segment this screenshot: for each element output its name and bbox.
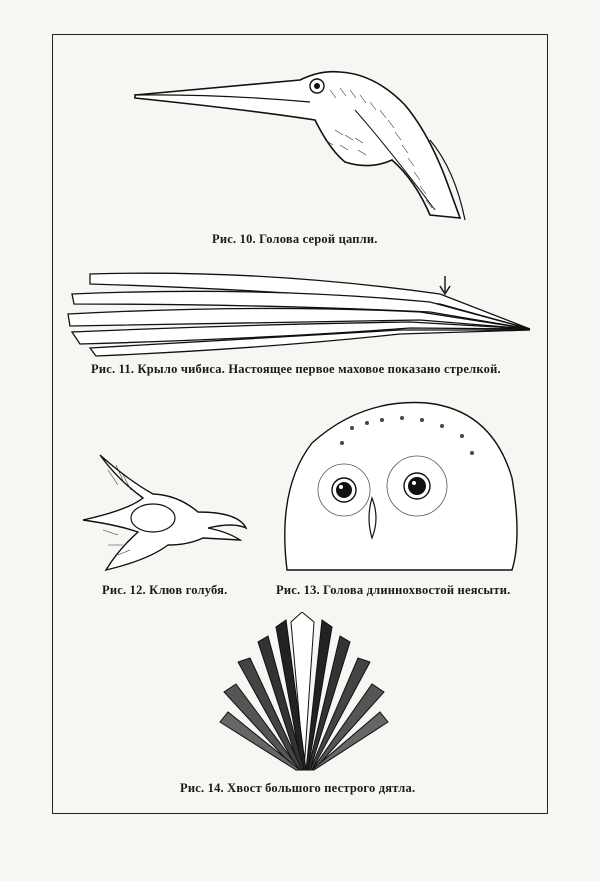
caption-fig11: Рис. 11. Крыло чибиса. Настоящее первое маховое показано стрелкой. [91,362,501,376]
woodpecker-tail-illustration [216,612,392,772]
heron-head-illustration [130,50,480,225]
caption-fig14: Рис. 14. Хвост большого пестрого дятла. [180,781,416,795]
lapwing-wing-illustration [60,264,542,359]
pigeon-beak-illustration [78,450,248,575]
caption-fig13: Рис. 13. Голова длиннохвостой неясыти. [276,583,511,597]
owl-head-illustration [272,398,522,573]
caption-fig10: Рис. 10. Голова серой цапли. [212,232,378,246]
caption-fig12: Рис. 12. Клюв голубя. [102,583,228,597]
